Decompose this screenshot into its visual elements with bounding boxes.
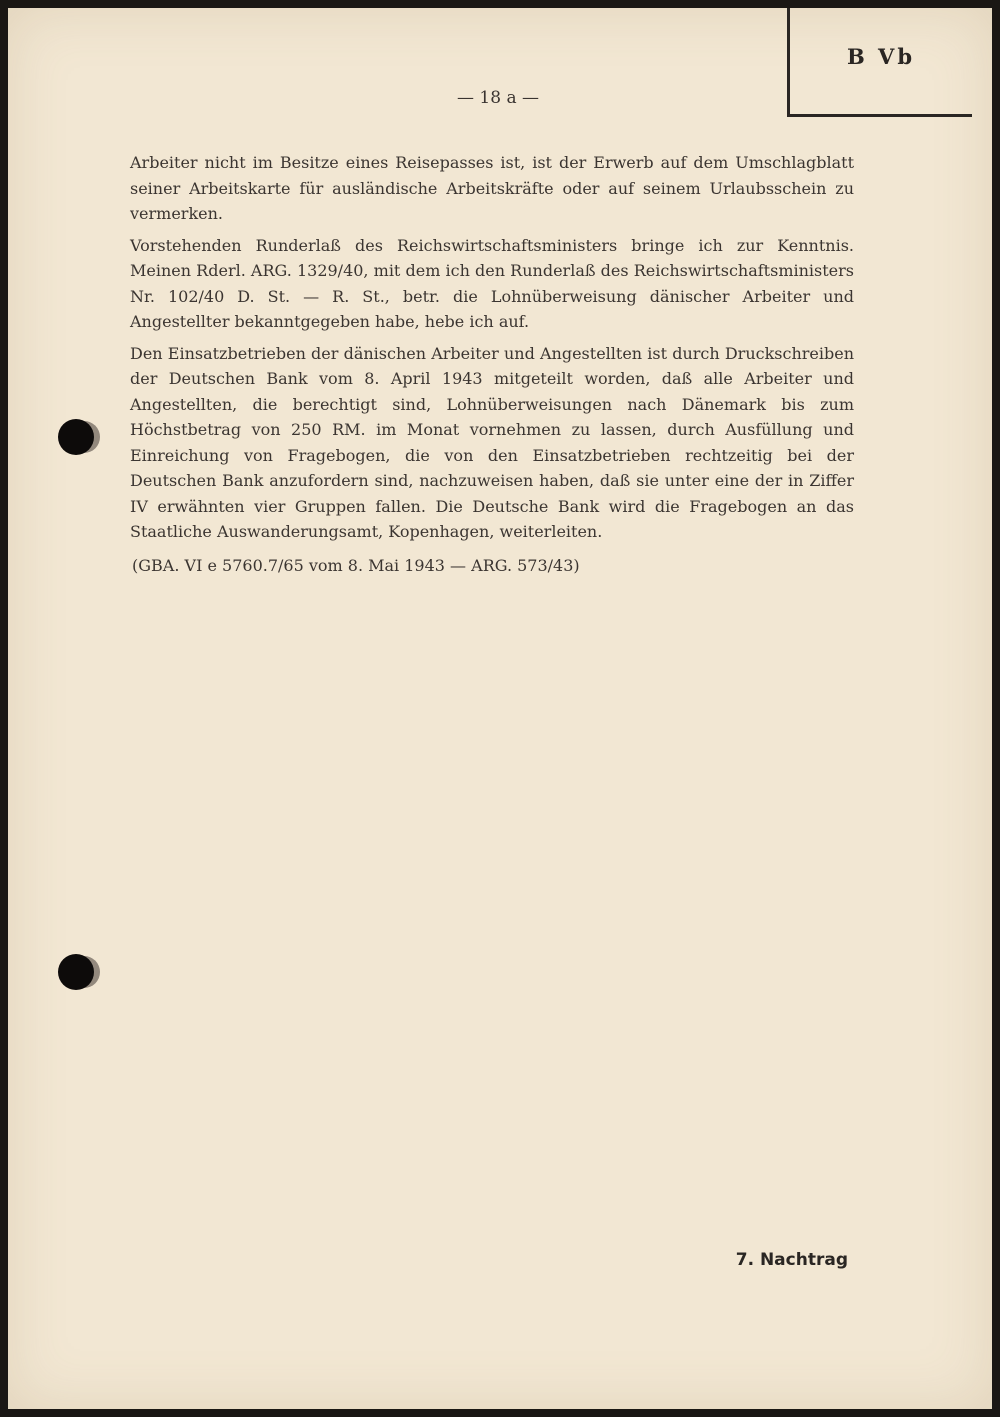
punch-hole-lower xyxy=(58,954,94,990)
body-text xyxy=(130,150,854,578)
page-number: — 18 a — xyxy=(457,88,539,108)
paragraph-1: Arbeiter nicht im Besitze eines Reisepasses ist, ist der Erwerb auf dem Umschlagblatt seiner Arbeitskarte für ausländische Arbeitskräfte oder auf seinem Urlaubsschein zu vermerken. xyxy=(130,153,854,223)
document-page xyxy=(8,8,992,1409)
paragraph-2: Vorstehenden Runderlaß des Reichswirtschaftsministers bringe ich zur Kenntnis. Meinen Rderl. ARG. 1329/40, mit dem ich den Runderlaß des Reichswirtschaftsministers Nr. 102/40 D. St. — R. St., betr. die Lohnüberweisung dänischer Arbeiter und Angestellter bekanntgegeben habe, hebe ich auf. xyxy=(130,235,854,331)
supplement-note: 7. Nachtrag xyxy=(735,1250,848,1270)
register-tab xyxy=(787,8,972,117)
paragraph-3: Den Einsatzbetrieben der dänischen Arbeiter und Angestellten ist durch Druckschreiben der Deutschen Bank vom 8. April 1943 mitgeteilt worden, daß alle Arbeiter und Angestellten, die berechtigt sind, Lohnüberweisungen nach Dänemark bis zum Höchstbetrag von 250 RM. im Monat vornehmen zu lassen, durch Ausfüllung und Einreichung von Fragebogen, die von den Einsatzbetrieben rechtzeitig bei der Deutschen Bank anzufordern sind, nachzuweisen haben, daß sie unter eine der in Ziffer IV erwähnten vier Gruppen fallen. Die Deutsche Bank wird die Fragebogen an das Staatliche Auswanderungsamt, Kopenhagen, weiterleiten. xyxy=(130,343,854,541)
punch-hole-upper xyxy=(58,419,94,455)
citation: (GBA. VI e 5760.7/65 vom 8. Mai 1943 — ARG. 573/43) xyxy=(132,555,580,575)
register-tab-label: B Vb xyxy=(846,44,916,69)
